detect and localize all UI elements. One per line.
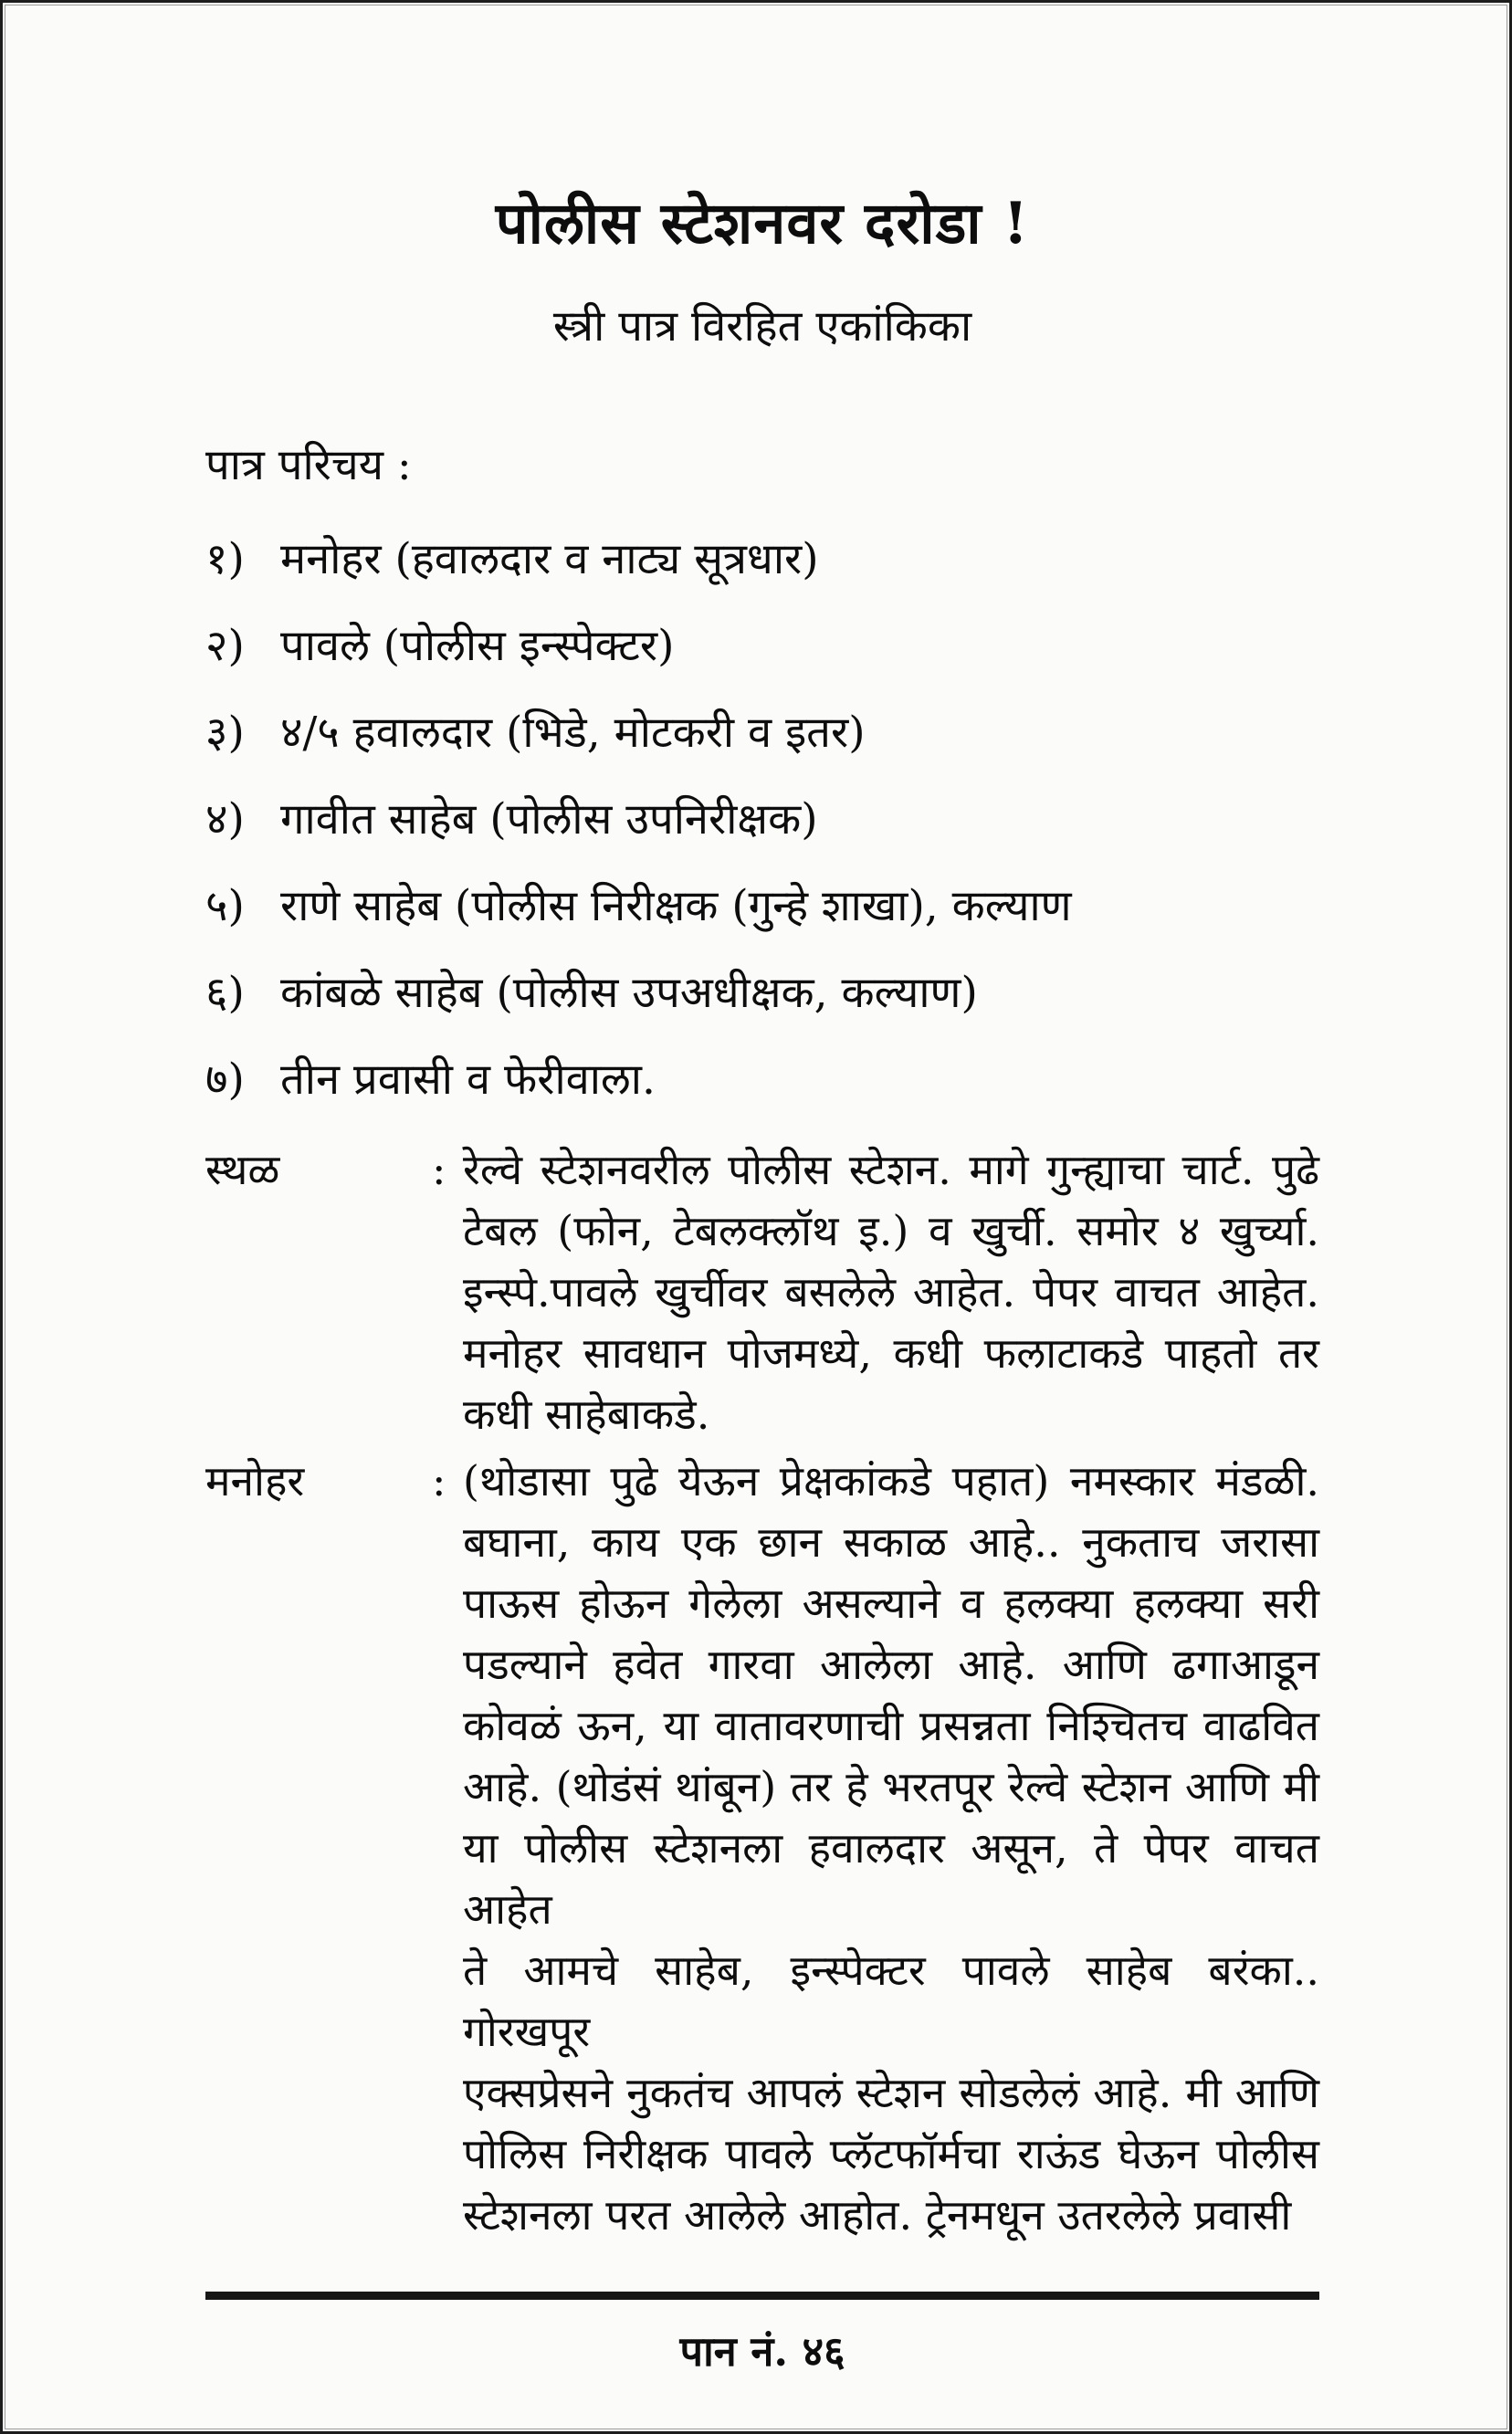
scene-label-colon: : [432, 1144, 446, 1194]
scene-line: रेल्वे स्टेशनवरील पोलीस स्टेशन. मागे गुन्ह्याचा चार्ट. पुढे [463, 1144, 1319, 1194]
dialogue-line: (थोडासा पुढे येऊन प्रेक्षकांकडे पहात) नमस्कार मंडळी. [463, 1455, 1319, 1506]
cast-item [205, 792, 1319, 847]
cast-item [205, 966, 1319, 1021]
scene-line: मनोहर सावधान पोजमध्ये, कधी फलाटाकडे पाहतो तर [463, 1327, 1319, 1378]
page-content [3, 3, 1509, 2431]
cast-item-number: १) [205, 533, 245, 584]
dialogue-line: बघाना, काय एक छान सकाळ आहे.. नुकताच जरासा [463, 1516, 1319, 1567]
dialogue-line: पोलिस निरीक्षक पावले प्लॅटफॉर्मचा राऊंड घेऊन पोलीस [463, 2128, 1319, 2178]
cast-item-number: ५) [205, 880, 245, 931]
dialogue-line: पडल्याने हवेत गारवा आलेला आहे. आणि ढगाआडून [463, 1639, 1319, 1689]
scene-text [463, 1139, 1319, 1445]
speaker-label-colon: : [432, 1455, 446, 1506]
cast-item-text: कांबळे साहेब (पोलीस उपअधीक्षक, कल्याण) [280, 967, 978, 1018]
dialogue-line: या पोलीस स्टेशनला हवालदार असून, ते पेपर वाचत आहेत [463, 1822, 1319, 1934]
cast-item-text: राणे साहेब (पोलीस निरीक्षक (गुन्हे शाखा), कल्याण [280, 880, 1072, 931]
cast-item-number: ३) [205, 707, 245, 758]
dialogue-text [463, 1451, 1319, 2246]
page-number: पान नं. ४६ [679, 2326, 845, 2376]
scene-label: स्थळ [205, 1144, 280, 1194]
dialogue-line: आहे. (थोडंसं थांबून) तर हे भरतपूर रेल्वे स्टेशन आणि मी [463, 1761, 1319, 1811]
speaker-label: मनोहर [205, 1455, 305, 1506]
dialogue-line: स्टेशनला परत आलेले आहोत. ट्रेनमधून उतरलेले प्रवासी [463, 2189, 1292, 2240]
cast-item [205, 619, 1319, 674]
dialogue-line: पाऊस होऊन गेलेला असल्याने व हलक्या हलक्या सरी [463, 1578, 1319, 1628]
cast-list [205, 532, 1319, 1107]
cast-item-text: गावीत साहेब (पोलीस उपनिरीक्षक) [280, 793, 818, 845]
dialogue-line: कोवळं ऊन, या वातावरणाची प्रसन्नता निश्चितच वाढवित [463, 1700, 1319, 1750]
footer-divider [205, 2292, 1319, 2300]
scene-line: कधी साहेबाकडे. [463, 1389, 710, 1439]
scene-line: इन्स्पे.पावले खुर्चीवर बसलेले आहेत. पेपर वाचत आहेत. [463, 1266, 1319, 1317]
cast-item-number: २) [205, 620, 245, 671]
scene-description-block [205, 1139, 1319, 1445]
cast-item-text: मनोहर (हवालदार व नाट्य सूत्रधार) [280, 533, 819, 584]
page-subtitle: स्त्री पात्र विरहित एकांकिका [552, 301, 972, 352]
cast-item [205, 706, 1319, 761]
cast-item-text: तीन प्रवासी व फेरीवाला. [280, 1054, 656, 1105]
cast-item [205, 532, 1319, 587]
cast-item-number: ७) [205, 1054, 245, 1105]
page-title: पोलीस स्टेशनवर दरोडा ! [495, 189, 1030, 257]
cast-item-text: ४/५ हवालदार (भिडे, मोटकरी व इतर) [280, 707, 866, 758]
cast-item-number: ४) [205, 793, 245, 845]
scene-line: टेबल (फोन, टेबलक्लॉथ इ.) व खुर्ची. समोर ४ खुर्च्या. [463, 1205, 1319, 1255]
cast-item-text: पावले (पोलीस इन्स्पेक्टर) [280, 620, 675, 671]
cast-item [205, 879, 1319, 934]
dialogue-block-manohar [205, 1451, 1319, 2246]
cast-item [205, 1053, 1319, 1107]
cast-heading: पात्र परिचय : [205, 440, 412, 491]
dialogue-line: एक्सप्रेसने नुकतंच आपलं स्टेशन सोडलेलं आहे. मी आणि [463, 2067, 1319, 2117]
dialogue-line: ते आमचे साहेब, इन्स्पेक्टर पावले साहेब बरंका.. गोरखपूर [463, 1945, 1319, 2056]
cast-item-number: ६) [205, 967, 245, 1018]
